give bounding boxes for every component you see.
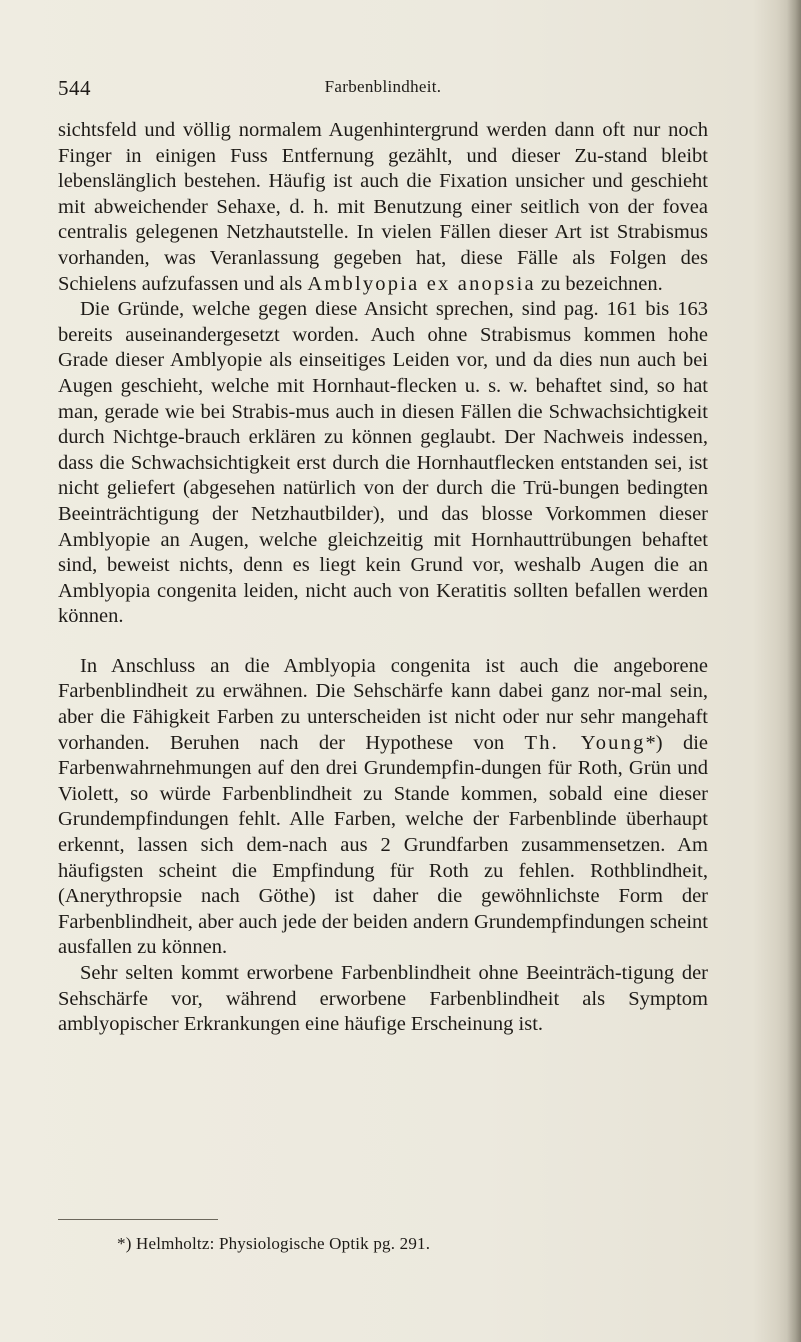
text-run: zu bezeichnen. xyxy=(535,272,663,295)
footnote-divider xyxy=(58,1219,218,1220)
text-run: Die Gründe, welche gegen diese Ansicht sprechen, sind pag. 161 bis 163 bereits auseinandergesetzt worden. Auch ohne Strabismus kommen hohe Grade dieser Amblyopie als einseitiges Leiden vor, und da dies nun auch bei Augen geschieht, welche mit Hornhaut-flecken u. s. w. behaftet sind, so hat man, gerade wie bei Strabis-mus auch in diesen Fällen die Schwachsichtigkeit durch Nichtge-brauch erklären zu können geglaubt. Der Nachweis indessen, dass die Schwachsichtigkeit erst durch die Hornhautflecken entstanden sei, ist nicht geliefert (abgesehen natürlich von der durch die Trü-bungen bedingten Beeinträchtigung der Netzhautbilder), und das blosse Vorkommen dieser Amblyopie an Augen, welche gleichzeitig mit Hornhauttrübungen behaftet sind, beweist nichts, denn es liegt kein Grund vor, weshalb Augen die an Amblyopia congenita leiden, nicht auch von Keratitis sollten befallen werden können. xyxy=(58,298,708,628)
text-run: In Anschluss an die Amblyopia congenita ist auch die angeborene Farbenblindheit zu erwähnen. Die Sehschärfe kann dabei ganz nor-mal sein, aber die Fähigkeit Farben zu unterscheiden ist nicht oder nur sehr mangehaft vorhanden. Beruhen nach der Hypothese von xyxy=(58,654,708,754)
footnote: *) Helmholtz: Physiologische Optik pg. 291. xyxy=(117,1234,431,1253)
term-amblyopia-ex-anopsia: Amblyopia ex anopsia xyxy=(307,272,536,295)
text-run: sichtsfeld und völlig normalem Augenhintergrund werden dann oft nur noch Finger in einigen Fuss Entfernung gezählt, und dieser Zu-stand bleibt lebenslänglich bestehen. Häufig ist auch die Fixation unsicher und geschieht mit abweichender Sehaxe, d. h. mit Benutzung einer seitlich von der fovea centralis gelegenen Netzhautstelle. In vielen Fällen dieser Art ist Strabismus vorhanden, was Veranlassung gegeben hat, diese Fälle als Folgen des Schielens aufzufassen und als xyxy=(58,119,708,295)
page-header xyxy=(58,76,708,100)
body-text xyxy=(58,118,708,1038)
paragraph xyxy=(58,297,708,630)
paragraph xyxy=(58,118,708,297)
running-head: Farbenblindheit. xyxy=(324,77,442,96)
author-th-young: Th. Young xyxy=(524,731,646,754)
text-run: Sehr selten kommt erworbene Farbenblindheit ohne Beeinträch-tigung der Sehschärfe vor, während erworbene Farbenblindheit als Symptom amblyopischer Erkrankungen eine häufige Erscheinung ist. xyxy=(58,962,708,1036)
text-run: *) die Farbenwahrnehmungen auf den drei Grundempfin-dungen für Roth, Grün und Violett, so würde Farbenblindheit zu Stande kommen, sobald eine dieser Grundempfindungen fehlt. Alle Farben, welche der Farbenblinde überhaupt erkennt, lassen sich dem-nach aus 2 Grundfarben zusammensetzen. Am häufigsten scheint die Empfindung für Roth zu fehlen. Rothblindheit, (Anerythropsie nach Göthe) ist daher die gewöhnlichste Form der Farbenblindheit, aber auch jede der beiden andern Grundempfindungen scheint ausfallen zu können. xyxy=(58,731,708,959)
page-number: 544 xyxy=(58,76,91,100)
paragraph xyxy=(58,961,708,1038)
page-edge-shadow xyxy=(787,0,801,1342)
paragraph xyxy=(58,654,708,961)
